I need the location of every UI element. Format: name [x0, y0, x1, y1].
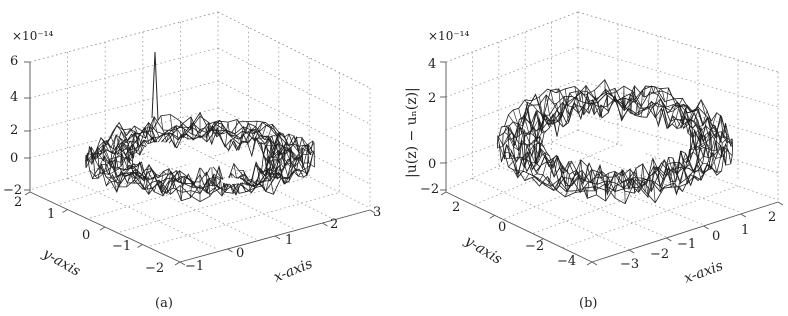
panel-b-x-tick-mark: [778, 202, 783, 205]
panel-a-spike: [152, 52, 158, 120]
panel-b-x-tick-mark: [629, 250, 634, 253]
panel-b-caption: (b): [579, 296, 598, 311]
panel-b-surface: [497, 80, 732, 204]
panel-a-x-tick-neg1: −1: [185, 259, 205, 274]
panel-a-z-tick-0: 0: [10, 151, 19, 166]
panel-a-y-tick-mark: [25, 192, 30, 195]
panel-a-grid: [24, 12, 375, 265]
panel-a-caption: (a): [155, 296, 173, 311]
panel-a-y-tick-0: 0: [82, 228, 91, 243]
panel-b-exponent: ×10⁻¹⁴: [428, 29, 470, 43]
panel-a-y-tick-mark: [138, 245, 143, 248]
panel-a-z-tick-4: 4: [10, 90, 19, 105]
panel-a-gridline: [218, 12, 370, 88]
panel-b-x-axis-label: x-axis: [681, 257, 726, 287]
panel-a-gridline: [218, 48, 370, 124]
panel-b-y-tick-mark: [490, 215, 495, 218]
panel-b-y-axis: [446, 192, 592, 262]
panel-b-x-tick-0: 0: [712, 229, 721, 244]
panel-b-x-tick-neg3: −3: [620, 257, 640, 272]
panel-a-y-tick-neg1: −1: [112, 239, 132, 254]
panel-b: [404, 12, 783, 311]
panel-b-mesh-radial: [605, 80, 609, 113]
panel-b-x-tick-1: 1: [741, 223, 750, 238]
panel-a-y-axis-label: y-axis: [40, 245, 84, 280]
panel-b-y-tick-0: 0: [498, 220, 507, 235]
panel-b-x-tick-mark: [704, 226, 709, 229]
panel-b-y-tick-neg4: −4: [557, 254, 577, 269]
panel-a-y-tick-2: 2: [14, 195, 23, 210]
panel-a-gap: [146, 142, 174, 152]
panel-a-x-tick-2: 2: [330, 217, 339, 232]
panel-a-x-tick-mark: [228, 249, 233, 252]
panel-a-gridline: [30, 48, 218, 98]
panel-b-x-tick-2: 2: [768, 210, 777, 225]
panel-a-x-tick-mark: [323, 223, 328, 226]
panel-a-x-tick-0: 0: [236, 246, 245, 261]
panel-a-gridline: [150, 192, 340, 246]
panel-b-y-tick-neg2: −2: [525, 239, 545, 254]
panel-b-gap: [620, 145, 644, 157]
panel-b-z-tick-4: 4: [428, 57, 437, 72]
panel-b-x-tick-mark: [666, 238, 671, 241]
panel-a-y-tick-mark: [100, 227, 105, 230]
panel-a-gap: [221, 178, 243, 184]
panel-b-x-tick-mark: [592, 262, 597, 265]
panel-b-x-tick-neg1: −1: [677, 237, 697, 252]
panel-a-x-tick-3: 3: [373, 205, 382, 220]
panel-b-gridline: [578, 12, 778, 72]
panel-b-z-tick-0: 0: [428, 157, 437, 172]
panel-a-y-tick-1: 1: [47, 207, 56, 222]
panel-a-z-tick-neg2: −2: [3, 183, 23, 198]
panel-a-gridline: [30, 12, 218, 62]
panel-b-gridline: [578, 47, 778, 107]
panel-b-y-tick-2: 2: [452, 200, 461, 215]
panel-a-y-tick-neg2: −2: [145, 261, 165, 276]
panel-a-x-tick-1: 1: [285, 233, 294, 248]
panel-a-y-tick-mark: [63, 210, 68, 213]
panel-a: [3, 12, 381, 311]
panel-a-exponent: ×10⁻¹⁴: [12, 29, 54, 43]
panel-b-grid: [440, 12, 783, 265]
panel-a-z-tick-2: 2: [10, 123, 19, 138]
panel-a-y-tick-mark: [175, 262, 180, 265]
panel-a-gap: [189, 158, 219, 168]
panel-a-x-tick-mark: [275, 236, 280, 239]
panel-b-x-tick-mark: [741, 214, 746, 217]
panel-b-z-axis-label: |u(z) − uₙ(z)|: [404, 87, 420, 178]
panel-a-surface: [86, 52, 315, 202]
panel-a-z-tick-6: 6: [10, 54, 19, 69]
panel-b-y-tick-mark: [587, 262, 592, 265]
panel-b-x-axis: [592, 202, 778, 262]
panel-b-y-tick-mark: [441, 192, 446, 195]
panel-b-y-axis-label: y-axis: [461, 232, 505, 268]
panel-b-x-tick-neg2: −2: [650, 247, 670, 262]
panel-b-z-tick-neg2: −2: [420, 182, 440, 197]
panel-a-gridline: [30, 81, 218, 131]
panel-a-x-axis-label: x-axis: [271, 255, 315, 286]
panel-b-z-tick-2: 2: [428, 91, 437, 106]
